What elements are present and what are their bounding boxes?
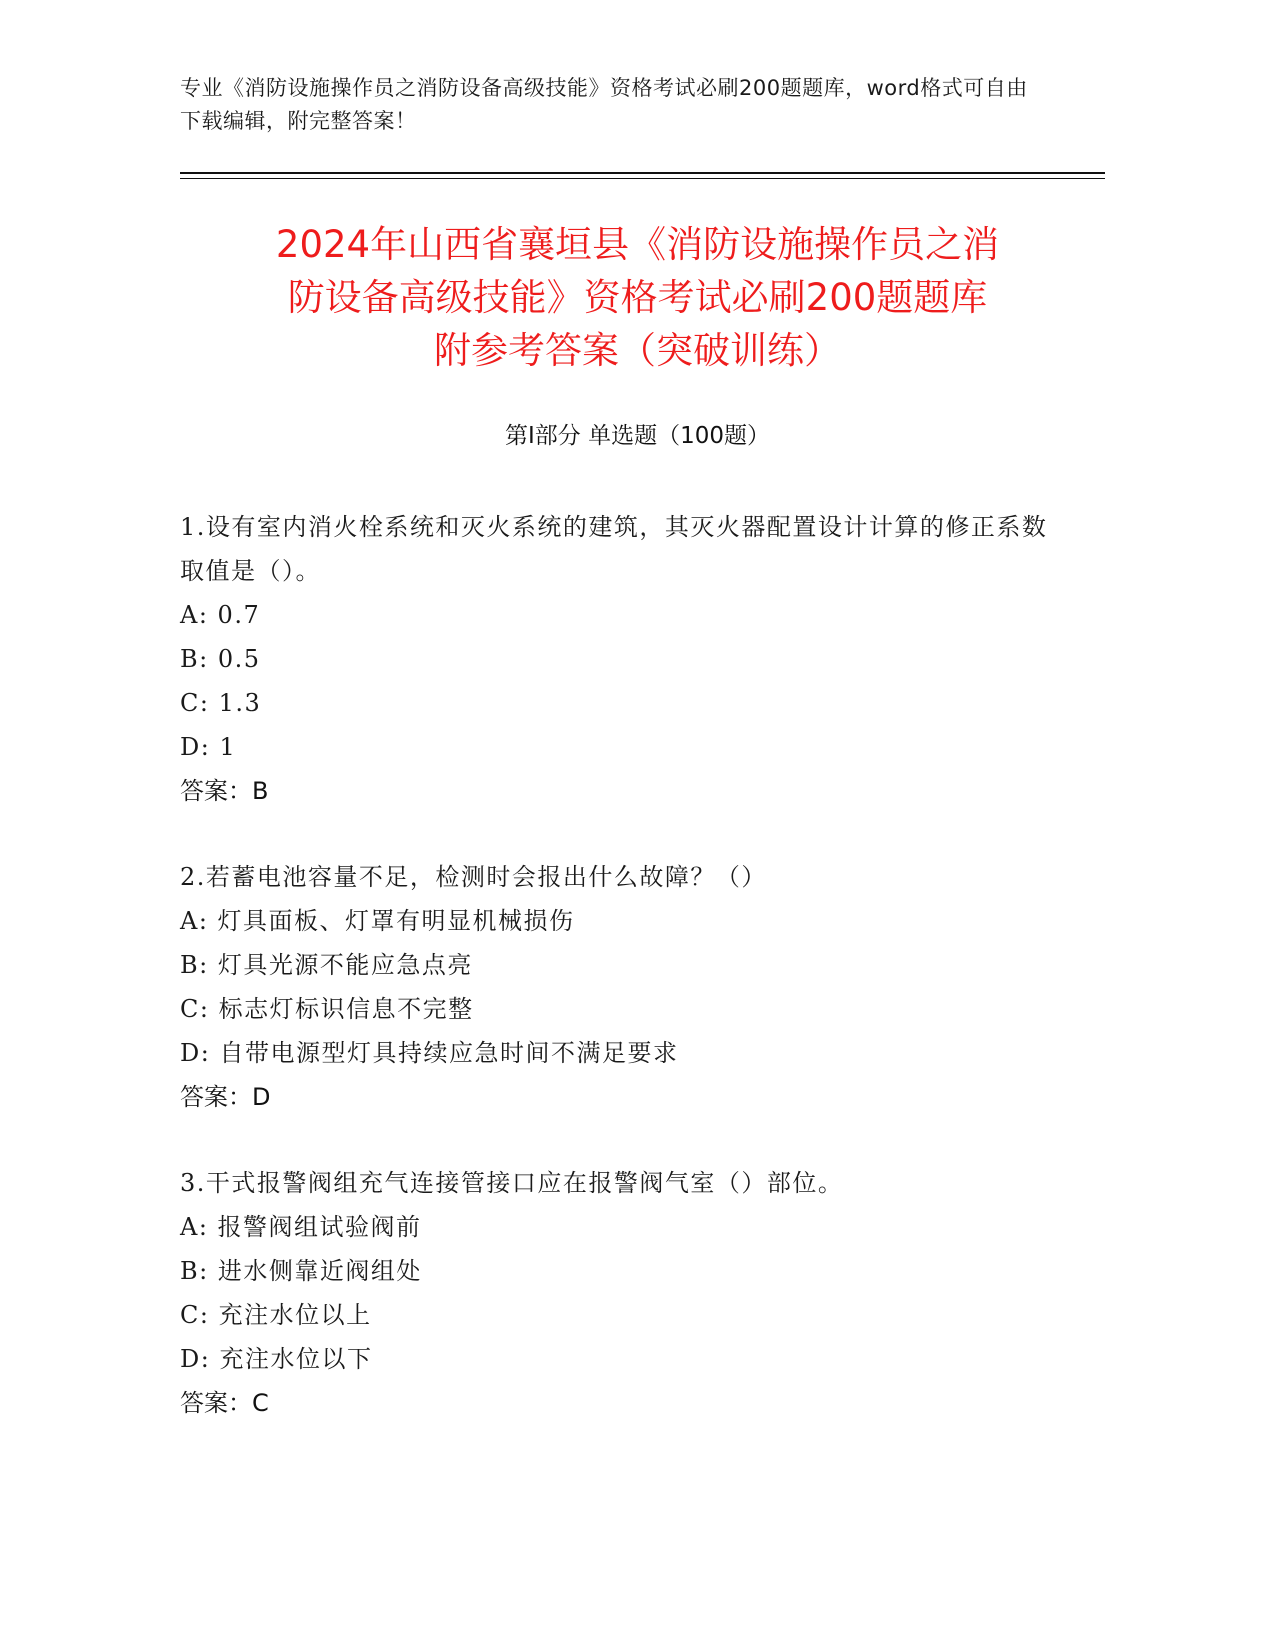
question-text: 3.干式报警阀组充气连接管接口应在报警阀气室（）部位。: [180, 1169, 844, 1197]
option-b: B: 0.5: [180, 645, 261, 673]
option-a: A: 报警阀组试验阀前: [180, 1213, 422, 1241]
option-b: B: 进水侧靠近阀组处: [180, 1257, 422, 1285]
question-text: 1.设有室内消火栓系统和灭火系统的建筑，其灭火器配置设计计算的修正系数取值是（）。: [180, 513, 1048, 585]
section-heading: 第I部分 单选题（100题）: [505, 423, 770, 449]
document-title: [150, 218, 1125, 377]
title-line: 2024年山西省襄垣县《消防设施操作员之消: [275, 223, 1000, 266]
answer: 答案：B: [180, 777, 269, 805]
option-c: C: 充注水位以上: [180, 1301, 372, 1329]
question-1: [180, 505, 1060, 813]
question-text: 2.若蓄电池容量不足，检测时会报出什么故障？（）: [180, 863, 767, 891]
option-c: C: 标志灯标识信息不完整: [180, 995, 474, 1023]
header-rule-thick: [180, 172, 1105, 174]
question-2: [180, 855, 1060, 1119]
option-c: C: 1.3: [180, 689, 262, 717]
header-rule-thin: [180, 178, 1105, 179]
question-3: [180, 1161, 1060, 1425]
question-list: [180, 505, 1060, 1467]
option-a: A: 0.7: [180, 601, 261, 629]
option-d: D: 1: [180, 733, 237, 761]
option-b: B: 灯具光源不能应急点亮: [180, 951, 473, 979]
answer: 答案：C: [180, 1389, 269, 1417]
option-d: D: 充注水位以下: [180, 1345, 373, 1373]
option-a: A: 灯具面板、灯罩有明显机械损伤: [180, 907, 575, 935]
answer: 答案：D: [180, 1083, 271, 1111]
header-note: 专业《消防设施操作员之消防设备高级技能》资格考试必刷200题题库，word格式可自由下载编辑，附完整答案！: [180, 76, 1028, 133]
title-line: 防设备高级技能》资格考试必刷200题题库: [287, 276, 988, 319]
title-line: 附参考答案（突破训练）: [434, 329, 841, 372]
option-d: D: 自带电源型灯具持续应急时间不满足要求: [180, 1039, 679, 1067]
